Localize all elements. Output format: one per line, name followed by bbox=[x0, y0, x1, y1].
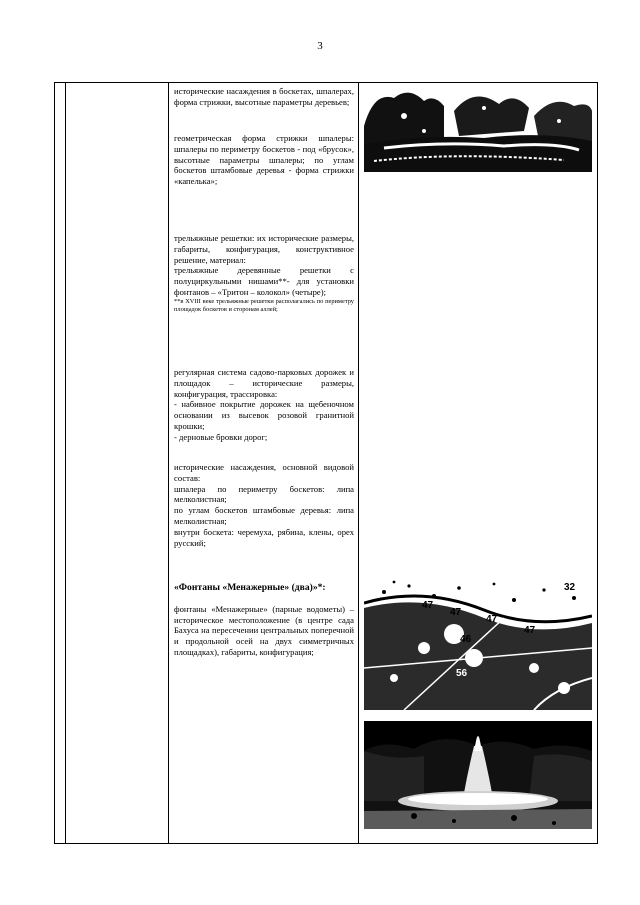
plan-label: 56 bbox=[456, 668, 468, 679]
page-number: 3 bbox=[317, 40, 323, 52]
text-block-fountains bbox=[174, 583, 354, 658]
text-block-paths bbox=[174, 367, 354, 443]
paragraph: шпалера по периметру боскетов: липа мелколистная; bbox=[174, 483, 354, 505]
paragraph: - дерновые бровки дорог; bbox=[174, 431, 268, 442]
paragraph: регулярная система садово-парковых дорожек и площадок – исторические размеры, конфигурация, трассировка: bbox=[174, 367, 354, 399]
bosquet-photo bbox=[364, 86, 592, 172]
paragraph: внутри боскета: черемуха, рябина, клены, орех русский; bbox=[174, 526, 354, 548]
plan-label: 32 bbox=[564, 582, 576, 593]
column-divider bbox=[358, 83, 359, 843]
plan-label: 47 bbox=[422, 600, 434, 611]
fountain-image bbox=[364, 721, 592, 829]
plan-drawing bbox=[364, 578, 592, 710]
text-block-treillage bbox=[174, 233, 354, 314]
site-plan-image bbox=[364, 578, 592, 710]
bosquet-image bbox=[364, 86, 592, 172]
plan-label: 47 bbox=[450, 607, 462, 618]
text-block-species bbox=[174, 462, 354, 548]
text-block-plantings bbox=[174, 86, 354, 108]
paragraph: шпалеры по периметру боскетов - под «брусок», высотные параметры шпалеры; по углам боскетов штамбовые деревья - форма стрижки «капелька»; bbox=[174, 143, 354, 187]
paragraph: трельяжные деревянные решетки с полуциркульными нишами**- для установки фонтанов – «Тритон – колокол» (четыре); bbox=[174, 265, 354, 297]
paragraph: трельяжные решетки: их исторические размеры, габариты, конфигурация, конструктивное решение, материал: bbox=[174, 233, 354, 265]
paragraph: исторические насаждения в боскетах, шпалерах, форма стрижки, высотные параметры деревьев; bbox=[174, 86, 354, 107]
plan-label: 46 bbox=[460, 634, 472, 645]
paragraph: по углам боскетов штамбовые деревья: липа мелколистная; bbox=[174, 505, 354, 526]
section-title: «Фонтаны «Менажерные» (два)»*: bbox=[174, 582, 326, 593]
paragraph: исторические насаждения, основной видовой состав: bbox=[174, 462, 354, 483]
description-column bbox=[168, 83, 358, 843]
column-divider bbox=[65, 83, 66, 843]
text-block-trellis-shape bbox=[174, 133, 354, 187]
spacer bbox=[174, 594, 354, 604]
paragraph: геометрическая форма стрижки шпалеры: bbox=[174, 133, 354, 143]
plan-label: 47 bbox=[486, 614, 498, 625]
paragraph: - набивное покрытие дорожек на щебеночном основании из высевок розовой гранитной крошки; bbox=[174, 399, 354, 431]
protection-table bbox=[54, 82, 598, 844]
plan-label: 47 bbox=[524, 625, 536, 636]
fountain-photo bbox=[364, 721, 592, 829]
footnote: **в XVIII веке трельяжные решетки располагались по периметру площадок боскетов и сторонам аллей; bbox=[174, 297, 354, 313]
paragraph: фонтаны «Менажерные» (парные водометы) – историческое местоположение (в центре сада Бахуса на пересечении центральных поперечной и продольной осей на двух симметричных площадках), габариты, конфигурация; bbox=[174, 603, 354, 657]
